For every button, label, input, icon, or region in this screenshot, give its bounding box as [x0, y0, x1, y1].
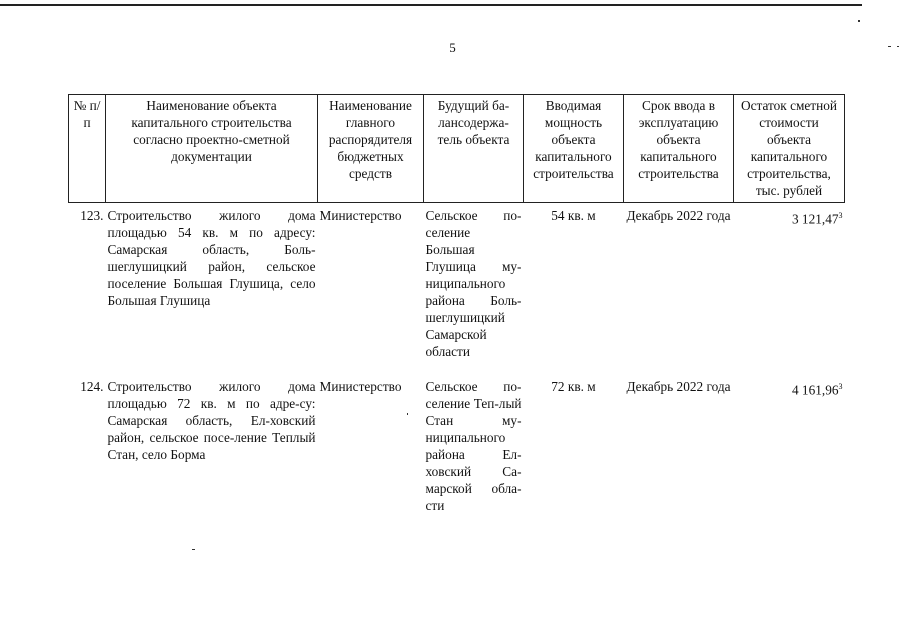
footnote-mark: 3	[838, 382, 843, 391]
scan-speck	[407, 413, 408, 415]
header-future-holder: Будущий ба-лансодержа-тель объекта	[424, 95, 524, 203]
future-holder: Сельское по-селение Большая Глушица му-ниципального района Боль-шеглушицкий Самарской области	[425, 208, 522, 359]
header-remaining-cost: Остаток сметной стоимости объекта капитального строительства, тыс. рублей	[734, 95, 845, 203]
budget-manager: Министерство	[319, 208, 402, 223]
object-name: Строительство жилого дома площадью 54 кв. м по адресу: Самарская область, Боль-шеглушицкий район, сельское поселение Большая Глушица, село Большая Глушица	[107, 208, 316, 308]
commissioning-term: Декабрь 2022 года	[626, 379, 731, 394]
footnote-mark: 3	[838, 211, 843, 220]
scan-speck	[192, 549, 195, 550]
header-commissioning-term: Срок ввода в эксплуатацию объекта капитального строительства	[624, 95, 734, 203]
future-holder: Сельское по-селение Теп-лый Стан му-ниципального района Ел-ховский Са-марской обла-сти	[425, 379, 522, 513]
capacity: 54 кв. м	[551, 208, 596, 223]
remaining-cost	[734, 203, 845, 379]
cost-value: 3 121,47	[791, 211, 839, 227]
cost-value: 4 161,96	[791, 382, 839, 398]
header-capacity: Вводимая мощность объекта капитального строительства	[524, 95, 624, 203]
row-number: 124.	[80, 379, 104, 394]
commissioning-term: Декабрь 2022 года	[626, 208, 731, 223]
header-object-name: Наименование объекта капитального строительства согласно проектно-сметной документации	[106, 95, 318, 203]
remaining-cost	[734, 378, 845, 514]
table-row	[69, 378, 845, 514]
row-number: 123.	[80, 208, 104, 223]
scan-speck	[888, 46, 891, 47]
object-name: Строительство жилого дома площадью 72 кв. м по адре-су: Самарская область, Ел-ховский район, сельское посе-ление Теплый Стан, село Борма	[107, 379, 316, 462]
top-border-line	[0, 4, 862, 6]
page-number: 5	[449, 40, 456, 55]
budget-manager: Министерство	[319, 379, 402, 394]
header-row	[69, 95, 845, 203]
scan-speck	[897, 46, 899, 47]
header-num: № п/п	[69, 95, 106, 203]
scan-speck	[858, 20, 860, 22]
capacity: 72 кв. м	[551, 379, 596, 394]
table-row	[69, 203, 845, 379]
capital-construction-table	[68, 94, 845, 514]
header-budget-manager: Наименование главного распорядителя бюджетных средств	[318, 95, 424, 203]
